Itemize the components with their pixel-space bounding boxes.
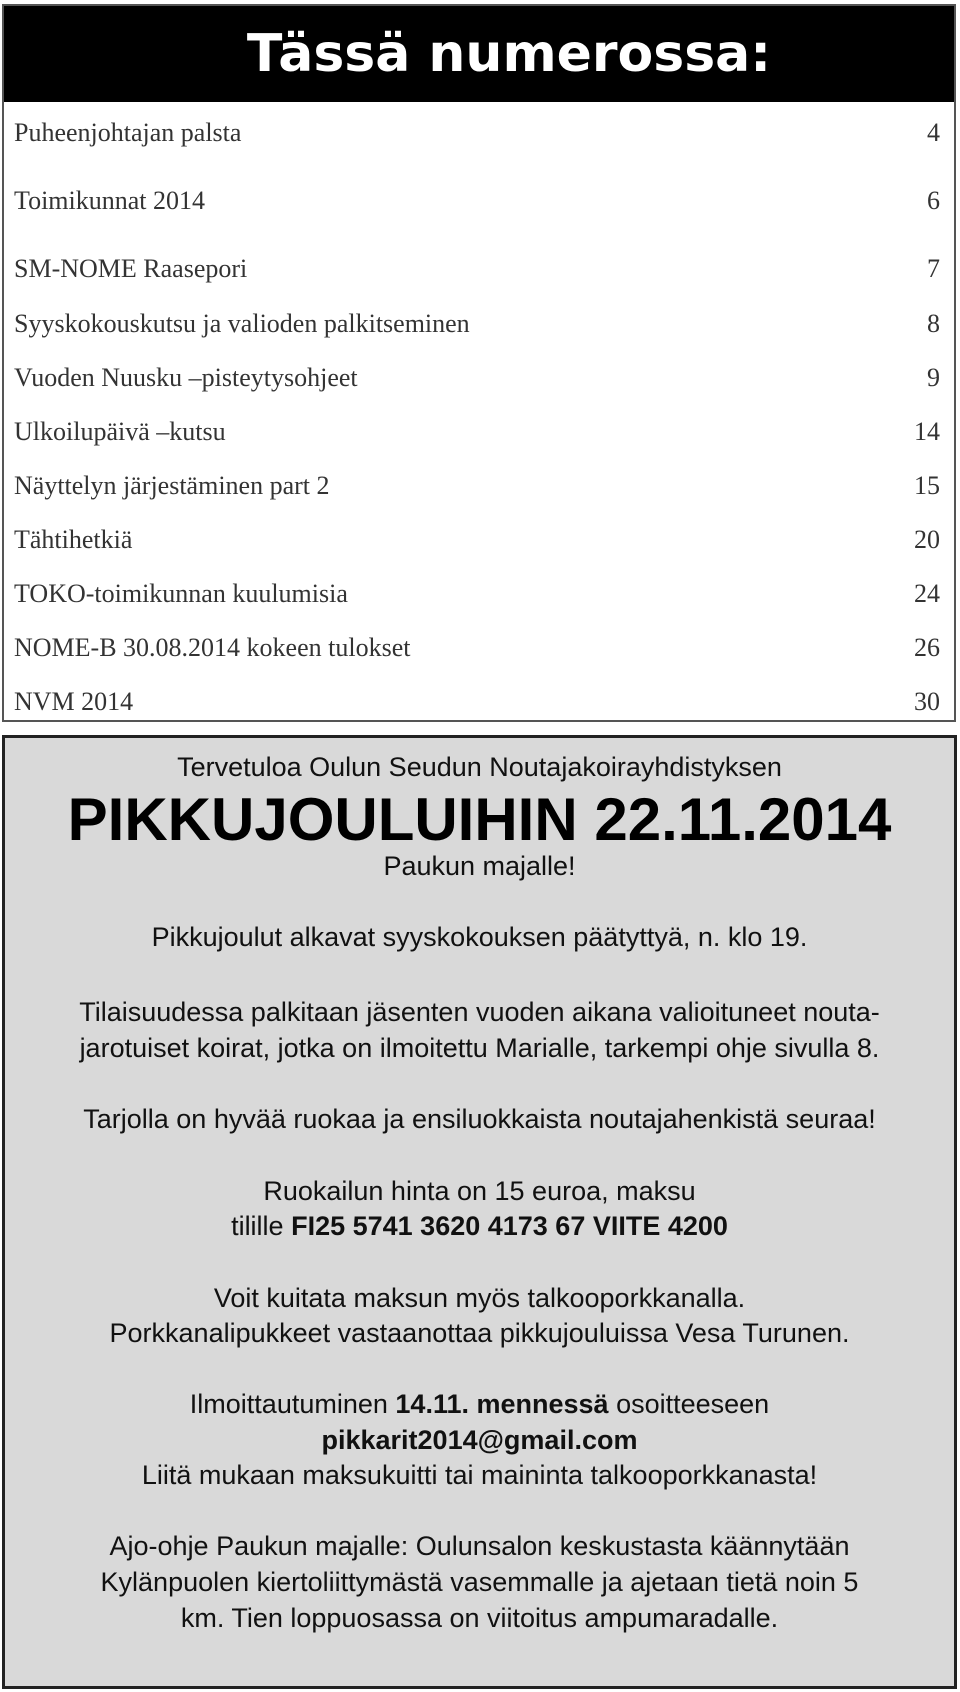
toc-item[interactable]	[14, 523, 940, 557]
toc-item-label: Vuoden Nuusku –pisteytysohjeet	[14, 363, 358, 392]
registration-prefix: Ilmoittautuminen	[189, 1389, 396, 1419]
registration-suffix: osoitteeseen	[608, 1389, 770, 1419]
toc-item[interactable]	[14, 307, 940, 341]
offer-text: Tarjolla on hyvää ruokaa ja ensiluokkaista noutajahenkistä seuraa!	[83, 1104, 876, 1134]
toc-item-page: 14	[914, 417, 940, 446]
account-line	[5, 1208, 954, 1244]
awards-line-2: jarotuiset koirat, jotka on ilmoitettu Marialle, tarkempi ohje sivulla 8.	[79, 1033, 880, 1063]
toc-item-label: Syyskokouskutsu ja valioden palkitseminen	[14, 309, 470, 338]
event-invitation	[2, 735, 957, 1689]
toc-item[interactable]	[14, 577, 940, 611]
toc-item[interactable]	[14, 116, 940, 150]
registration-email[interactable]: pikkarit2014@gmail.com	[321, 1425, 638, 1455]
directions-line-2: Kylänpuolen kiertoliittymästä vasemmalle ja ajetaan tietä noin 5	[100, 1567, 859, 1597]
toc-item[interactable]	[14, 184, 940, 218]
toc-item[interactable]	[14, 469, 940, 503]
directions-line-1: Ajo-ohje Paukun majalle: Oulunsalon keskustasta käännytään	[109, 1531, 850, 1561]
event-start-time: Pikkujoulut alkavat syyskokouksen päätyttyä, n. klo 19.	[151, 922, 808, 952]
toc-item-page: 4	[927, 118, 940, 147]
toc-item-label: Näyttelyn järjestäminen part 2	[14, 471, 330, 500]
toc-item-label: Tähtihetkiä	[14, 525, 133, 554]
price-text: Ruokailun hinta on 15 euroa, maksu	[263, 1176, 696, 1206]
toc-item-page: 24	[914, 579, 940, 608]
toc-item[interactable]	[14, 631, 940, 665]
toc-item[interactable]	[14, 685, 940, 719]
toc-item-label: NVM 2014	[14, 687, 134, 716]
registration-deadline: 14.11. mennessä	[395, 1389, 609, 1419]
toc-title: Tässä numerossa:	[4, 6, 954, 102]
toc-item-page: 7	[927, 254, 940, 283]
toc-item-page: 6	[927, 186, 940, 215]
toc-item-page: 9	[927, 363, 940, 392]
toc-item-label: Toimikunnat 2014	[14, 186, 206, 215]
toc-item-label: TOKO-toimikunnan kuulumisia	[14, 579, 348, 608]
event-place: Paukun majalle!	[383, 851, 576, 881]
toc-item-page: 15	[914, 471, 940, 500]
awards-line-1: Tilaisuudessa palkitaan jäsenten vuoden aikana valioituneet nouta-	[79, 997, 880, 1027]
directions-line-3: km. Tien loppuosassa on viitoitus ampumaradalle.	[180, 1603, 779, 1633]
account-prefix: tilille	[231, 1211, 292, 1241]
carrot-line-2: Porkkanalipukkeet vastaanottaa pikkujouluissa Vesa Turunen.	[109, 1318, 850, 1348]
toc-item[interactable]	[14, 252, 940, 286]
toc-item-label: NOME-B 30.08.2014 kokeen tulokset	[14, 633, 411, 662]
welcome-text: Tervetuloa Oulun Seudun Noutajakoirayhdistyksen	[177, 752, 782, 782]
account-number: FI25 5741 3620 4173 67 VIITE 4200	[291, 1211, 728, 1241]
toc-item-label: Ulkoilupäivä –kutsu	[14, 417, 226, 446]
toc-item-page: 8	[927, 309, 940, 338]
toc-item-page: 20	[914, 525, 940, 554]
carrot-line-1: Voit kuitata maksun myös talkooporkkanalla.	[213, 1283, 746, 1313]
registration-note: Liitä mukaan maksukuitti tai maininta talkooporkkanasta!	[141, 1460, 818, 1490]
toc-item[interactable]	[14, 361, 940, 395]
toc-item[interactable]	[14, 415, 940, 449]
event-title: PIKKUJOULUIHIN 22.11.2014	[67, 786, 892, 853]
toc-item-label: Puheenjohtajan palsta	[14, 118, 242, 147]
toc-item-label: SM-NOME Raasepori	[14, 254, 248, 283]
registration-line	[5, 1386, 954, 1422]
table-of-contents	[2, 4, 956, 722]
toc-item-page: 30	[914, 687, 940, 716]
toc-item-page: 26	[914, 633, 940, 662]
